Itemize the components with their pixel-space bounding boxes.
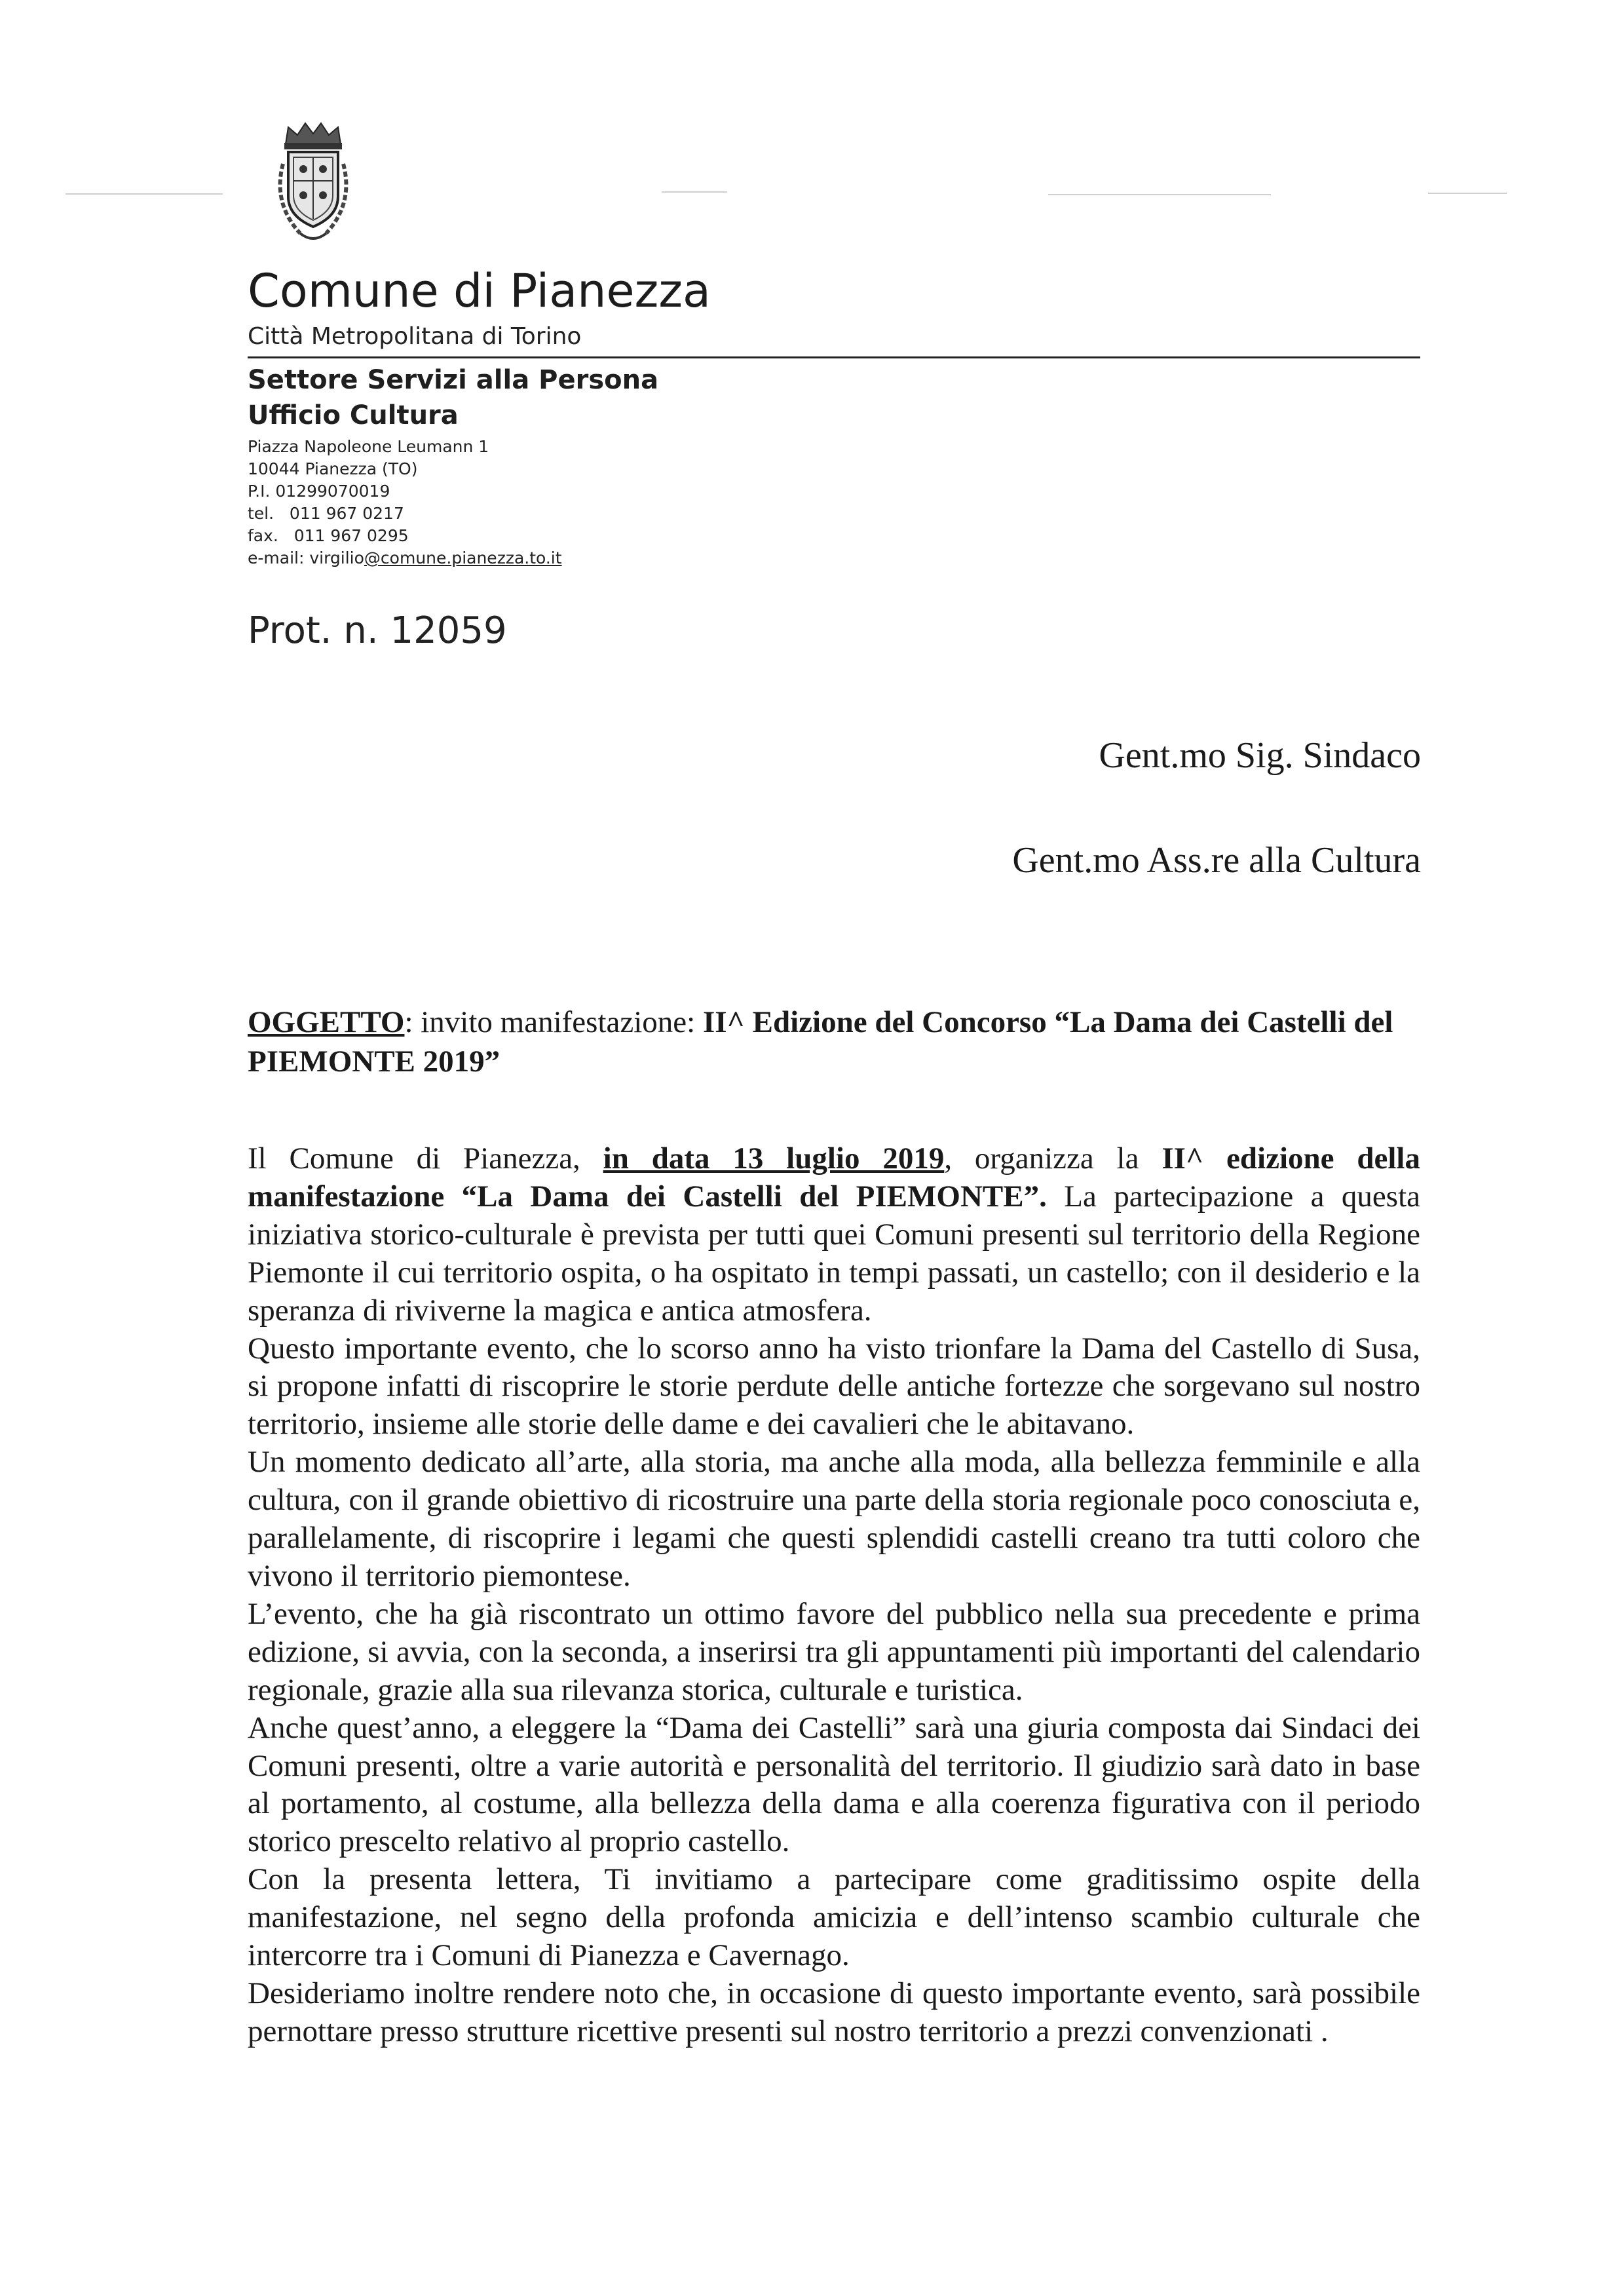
event-name: II^ edizione della manifestazione “La Dama dei Castelli del PIEMONTE”.: [248, 1141, 1420, 1214]
protocol-number: Prot. n. 12059: [248, 609, 507, 652]
email-prefix: e-mail: virgilio: [248, 548, 364, 567]
organization-subtitle: Città Metropolitana di Torino: [248, 323, 582, 350]
organization-name: Comune di Pianezza: [248, 264, 711, 318]
vat-number: P.I. 01299070019: [248, 482, 390, 501]
letterhead: [248, 262, 1420, 569]
contact-block: [248, 436, 1420, 569]
paragraph-2: Questo importante evento, che lo scorso anno ha visto trionfare la Dama del Castello di Susa, si propone infatti di riscoprire le storie perdute delle antiche fortezze che sorgevano sul nostro territorio, insieme alle storie delle dame e dei cavalieri che le abitavano.: [248, 1331, 1420, 1442]
recipient-culture-assessor: Gent.mo Ass.re alla Cultura: [1012, 840, 1421, 881]
recipient-mayor: Gent.mo Sig. Sindaco: [1099, 735, 1421, 776]
coat-of-arms-icon: [261, 118, 366, 249]
event-date: in data 13 luglio 2019: [603, 1141, 945, 1176]
p1-text-c: La partecipazione a questa iniziativa storico-culturale è prevista per tutti quei Comuni presenti sul territorio della Regione Piemonte il cui territorio ospita, o ha ospitato in tempi passati, un castello; con il desiderio e la speranza di riviverne la magica e antica atmosfera.: [248, 1179, 1420, 1328]
paragraph-6: Con la presenta lettera, Ti invitiamo a partecipare come graditissimo ospite della manifestazione, nel segno della profonda amicizia e dell’intenso scambio culturale che intercorre tra i Comuni di Pianezza e Cavernago.: [248, 1862, 1420, 1973]
paragraph-4: L’evento, che ha già riscontrato un ottimo favore del pubblico nella sua precedente e prima edizione, si avvia, con la seconda, a inserirsi tra gli appuntamenti più importanti del calendario regionale, grazie alla sua rilevanza storica, culturale e turistica.: [248, 1596, 1420, 1707]
address-line-1: Piazza Napoleone Leumann 1: [248, 437, 489, 456]
paragraph-1: [248, 1140, 1420, 1330]
department-name: Settore Servizi alla Persona: [248, 365, 659, 395]
subject-line: [248, 1003, 1420, 1081]
paragraph-7: Desideriamo inoltre rendere noto che, in occasione di questo importante evento, sarà possibile pernottare presso strutture ricettive presenti sul nostro territorio a prezzi convenzionati .: [248, 1976, 1420, 2048]
header-divider: [248, 356, 1420, 358]
subject-label: OGGETTO: [248, 1005, 405, 1039]
paragraph-3: Un momento dedicato all’arte, alla storia, ma anche alla moda, alla bellezza femminile e alla cultura, con il grande obiettivo di ricostruire una parte della storia regionale poco conosciuta e, parallelamente, di riscoprire i legami che questi splendidi castelli creano tra tutti coloro che vivono il territorio piemontese.: [248, 1445, 1420, 1593]
scan-artifact-line: [66, 193, 223, 195]
scan-artifact-line: [1048, 194, 1271, 195]
p1-text-a: Il Comune di Pianezza,: [248, 1141, 603, 1176]
scan-artifact-line: [662, 191, 727, 193]
fax-number: fax. 011 967 0295: [248, 526, 409, 545]
scan-artifact-line: [1428, 193, 1507, 194]
p1-text-b: , organizza la: [944, 1141, 1162, 1176]
subject-title: II^ Edizione del Concorso “La Dama dei Castelli del PIEMONTE 2019”: [248, 1005, 1393, 1079]
subject-intro: : invito manifestazione:: [404, 1005, 703, 1039]
paragraph-5: Anche quest’anno, a eleggere la “Dama dei Castelli” sarà una giuria composta dai Sindaci dei Comuni presenti, oltre a varie autorità e personalità del territorio. Il giudizio sarà dato in base al portamento, al costume, alla bellezza della dama e alla coerenza figurativa con il periodo storico prescelto relativo al proprio castello.: [248, 1710, 1420, 1859]
email-domain-link[interactable]: @comune.pianezza.to.it: [364, 548, 562, 567]
letter-body: [248, 1140, 1420, 2051]
office-name: Ufficio Cultura: [248, 400, 459, 430]
address-line-2: 10044 Pianezza (TO): [248, 459, 418, 478]
recipients-block: [1012, 737, 1421, 879]
email-address[interactable]: [248, 547, 1420, 569]
phone-number: tel. 011 967 0217: [248, 504, 404, 523]
